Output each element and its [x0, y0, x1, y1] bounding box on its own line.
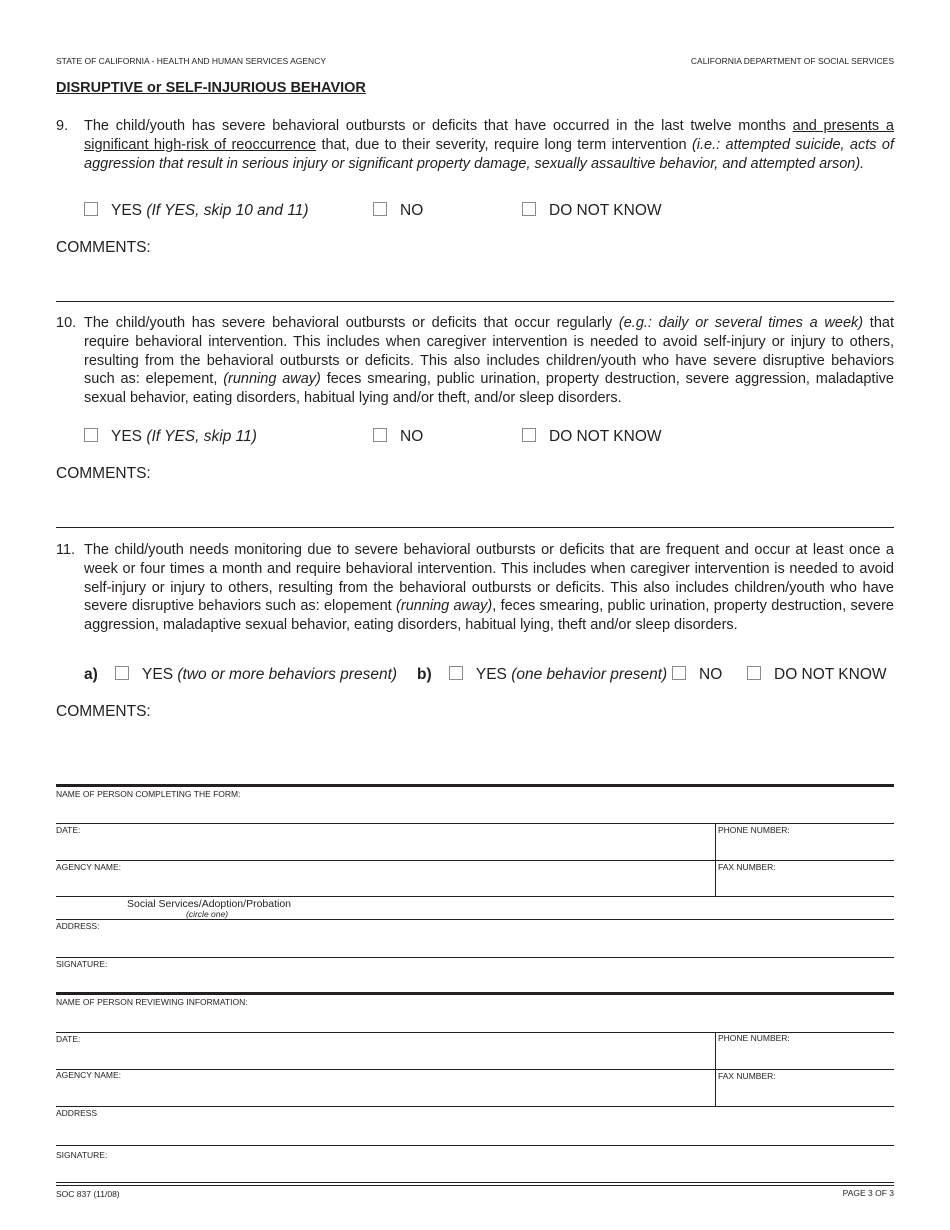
q9-comments-label: COMMENTS: [56, 239, 151, 256]
column-divider [715, 823, 716, 896]
q10-do-not-know-option[interactable]: DO NOT KNOW [522, 428, 662, 446]
checkbox[interactable] [522, 202, 536, 216]
q10-no-option[interactable]: NO [373, 428, 423, 446]
divider [56, 527, 894, 528]
page-number: PAGE 3 OF 3 [842, 1188, 894, 1198]
divider [56, 957, 894, 958]
question-text: The child/youth needs monitoring due to severe behavioral outbursts or deficits that are frequent and occur at least once a week or four times a month and require behavioral intervention. This includes when caregiver intervention is needed to avoid self-injury or injury to others, resulting from the behavioral outbursts or deficits. This also includes children/youth who have severe disruptive behaviors such as: elopement (running away), feces smearing, public urination, property destruction, severe aggression, maladaptive sexual behavior, eating disorders, habitual lying, theft and/or sleep disorders. [84, 542, 894, 634]
agency-header-right: CALIFORNIA DEPARTMENT OF SOCIAL SERVICES [690, 56, 894, 66]
q10-yes-option[interactable]: YES (If YES, skip 11) [84, 428, 257, 446]
completing-address-field[interactable]: ADDRESS: [56, 921, 100, 931]
checkbox[interactable] [373, 428, 387, 442]
reviewing-address-field[interactable]: ADDRESS [56, 1108, 98, 1118]
divider [56, 823, 894, 824]
checkbox[interactable] [449, 666, 463, 680]
question-10-options [84, 428, 894, 448]
divider [56, 1069, 894, 1070]
q11-yes-two-or-more-option[interactable]: a) YES (two or more behaviors present) [84, 666, 398, 683]
question-11 [56, 541, 894, 635]
divider [56, 919, 894, 920]
completing-fax-field[interactable]: FAX NUMBER: [718, 862, 776, 872]
question-text: The child/youth has severe behavioral outbursts or deficits that have occurred in the last twelve months and presents a significant high-risk of reoccurrence that, due to their severity, require long term intervention (i.e.: attempted suicide, acts of aggression that result in serious injury or significant property damage, sexually assaultive behavior, and attempted arson). [84, 118, 894, 172]
reviewing-signature-field[interactable]: SIGNATURE: [56, 1150, 108, 1160]
completing-name-field[interactable]: NAME OF PERSON COMPLETING THE FORM: [56, 789, 241, 799]
question-number: 9. [56, 118, 69, 134]
completing-signature-field[interactable]: SIGNATURE: [56, 959, 108, 969]
q11-no-option[interactable]: NO [672, 666, 722, 684]
q9-do-not-know-option[interactable]: DO NOT KNOW [522, 202, 662, 220]
completing-date-field[interactable]: DATE: [56, 825, 81, 835]
question-11-options [84, 666, 894, 686]
divider [56, 896, 894, 897]
reviewing-name-field[interactable]: NAME OF PERSON REVIEWING INFORMATION: [56, 997, 248, 1007]
question-text: The child/youth has severe behavioral outbursts or deficits that occur regularly (e.g.: daily or several times a week) that require behavioral intervention. This includes when caregiver intervention is needed to avoid self-injury or injury to others, resulting from the behavioral outbursts or deficits. This also includes children/youth who have severe disruptive behaviors such as: elepement, (running away) feces smearing, public urination, property destruction, severe aggression, maladaptive sexual behavior, eating disorders, habitual lying and/or theft, and/or sleep disorders. [84, 315, 894, 407]
agency-header-left: STATE OF CALIFORNIA - HEALTH AND HUMAN SERVICES AGENCY [56, 56, 327, 66]
divider [56, 860, 894, 861]
q10-comments-label: COMMENTS: [56, 465, 151, 482]
footer-rule-bottom [56, 1185, 894, 1186]
divider [56, 1106, 894, 1107]
question-number: 11. [56, 542, 76, 558]
circle-one-note: (circle one) [186, 909, 229, 919]
section-title: DISRUPTIVE or SELF-INJURIOUS BEHAVIOR [56, 80, 366, 96]
question-9-options [84, 202, 894, 222]
q9-no-option[interactable]: NO [373, 202, 423, 220]
q11-comments-label: COMMENTS: [56, 703, 151, 720]
q11-do-not-know-option[interactable]: DO NOT KNOW [747, 666, 887, 684]
agency-type-choices[interactable]: Social Services/Adoption/Probation [127, 898, 292, 910]
question-10 [56, 314, 894, 408]
reviewing-phone-field[interactable]: PHONE NUMBER: [718, 1033, 790, 1043]
completing-agency-field[interactable]: AGENCY NAME: [56, 862, 122, 872]
checkbox[interactable] [115, 666, 129, 680]
divider [56, 301, 894, 302]
divider [56, 1145, 894, 1146]
checkbox[interactable] [672, 666, 686, 680]
completing-phone-field[interactable]: PHONE NUMBER: [718, 825, 790, 835]
column-divider [715, 1032, 716, 1106]
footer-rule-top [56, 1182, 894, 1183]
q9-yes-option[interactable]: YES (If YES, skip 10 and 11) [84, 202, 309, 220]
form-number: SOC 837 (11/08) [56, 1189, 120, 1199]
section-divider [56, 992, 894, 995]
checkbox[interactable] [84, 428, 98, 442]
reviewing-agency-field[interactable]: AGENCY NAME: [56, 1070, 122, 1080]
checkbox[interactable] [522, 428, 536, 442]
question-number: 10. [56, 315, 77, 331]
reviewing-fax-field[interactable]: FAX NUMBER: [718, 1071, 776, 1081]
reviewing-date-field[interactable]: DATE: [56, 1034, 81, 1044]
checkbox[interactable] [747, 666, 761, 680]
checkbox[interactable] [373, 202, 387, 216]
question-9 [56, 117, 894, 173]
checkbox[interactable] [84, 202, 98, 216]
section-divider [56, 784, 894, 787]
q11-yes-one-option[interactable]: b) YES (one behavior present) [417, 666, 668, 683]
